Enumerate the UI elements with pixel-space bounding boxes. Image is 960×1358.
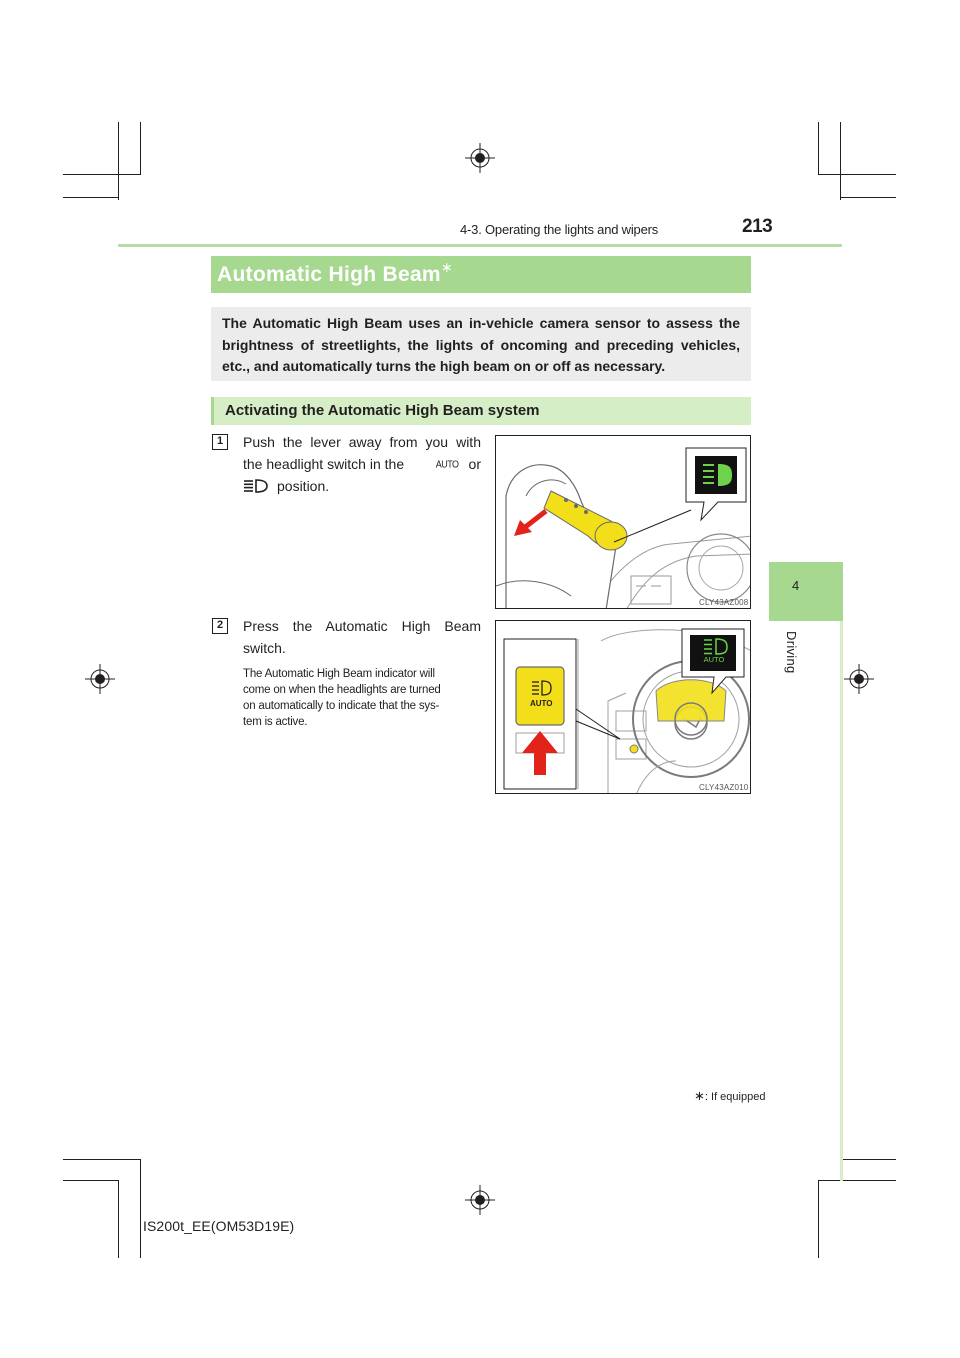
step-2-note: The Automatic High Beam indicator will come on when the headlights are turned on automatically to indicate that the sys- tem is active. — [243, 668, 441, 728]
subheading — [211, 397, 751, 425]
footnote-text: : If equipped — [704, 1091, 766, 1103]
switch-auto-label: AUTO — [530, 699, 553, 708]
chapter-rule — [840, 621, 843, 1181]
figure-lever — [495, 435, 751, 609]
lever-illustration — [496, 436, 751, 609]
page-title — [211, 256, 751, 293]
document-code: IS200t_EE(OM53D19E) — [143, 1218, 295, 1234]
step-2-text — [243, 615, 481, 659]
step-2-line-1: Press the Automatic High Beam — [243, 618, 481, 634]
if-equipped-marker: ∗ — [440, 259, 453, 275]
chapter-tab[interactable] — [769, 562, 843, 621]
step-1-line-3: position. — [243, 475, 481, 497]
step-1-text — [243, 431, 481, 497]
footnote-marker: ∗ — [694, 1088, 705, 1103]
header-rule — [118, 244, 842, 247]
figure-code: CLY43AZ010 — [699, 783, 749, 792]
subheading-text: Activating the Automatic High Beam system — [225, 402, 540, 419]
intro-paragraph: The Automatic High Beam uses an in-vehicle camera sensor to assess the brightness of streetlights, the lights of oncoming and preceding vehicles, etc., and automatically turns the high beam on or off as necessary. — [211, 307, 751, 381]
step-number: 1 — [212, 434, 228, 450]
step-number: 2 — [212, 618, 228, 634]
registration-mark-icon — [85, 664, 115, 694]
section-heading: 4-3. Operating the lights and wipers — [460, 222, 659, 237]
page-number: 213 — [742, 216, 773, 237]
high-beam-icon — [243, 478, 269, 494]
chapter-number: 4 — [792, 578, 800, 593]
indicator-auto-label: AUTO — [703, 655, 725, 664]
figure-switch — [495, 620, 751, 794]
step-1-line-2: the headlight switch in the AUTO or — [243, 453, 481, 475]
auto-icon: AUTO — [435, 458, 459, 470]
step-1-line-1: Push the lever away from you with — [243, 434, 481, 450]
footnote — [694, 1088, 765, 1104]
registration-mark-icon — [465, 143, 495, 173]
step-2-line-2: switch. — [243, 640, 286, 656]
chapter-label: Driving — [784, 631, 799, 674]
figure-code: CLY43AZ008 — [699, 598, 749, 607]
registration-mark-icon — [844, 664, 874, 694]
registration-mark-icon — [465, 1185, 495, 1215]
page-title-text: Automatic High Beam — [217, 263, 441, 286]
